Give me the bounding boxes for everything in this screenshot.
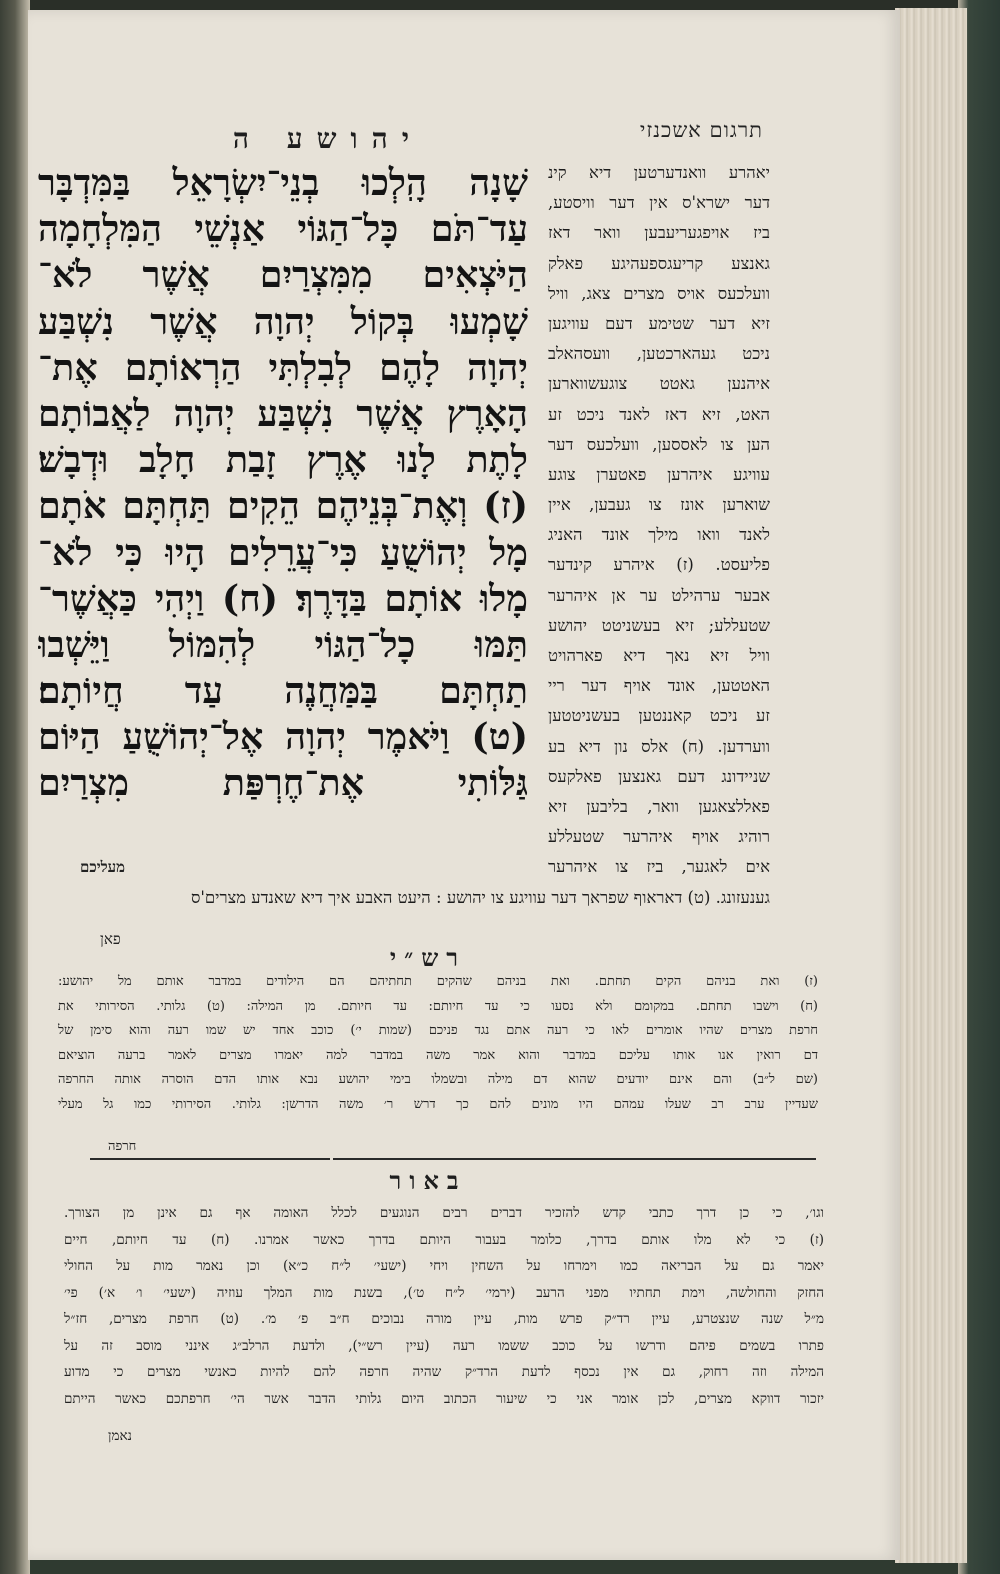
biur-line: החזק והחולשה, וימת תחתיו מפני הרעב (ירמי׳ ל״ח ט׳), בשנת מות המלך עוזיה (ישעי׳ ו׳ א׳) פי׳ — [64, 1284, 824, 1301]
translation-line: עוויגע איהרען פאטערן צוגע — [548, 464, 770, 484]
scripture-line: עַד־תֹּם כָּל־הַגּוֹי אַנְשֵׁי הַמִּלְחָמָה — [38, 207, 528, 251]
scripture-line: (ז) וְאֶת־בְּנֵיהֶם הֵקִים תַּחְתָּם אֹתָם — [38, 484, 528, 528]
section-divider-rule — [90, 1158, 816, 1160]
scan-background-top — [0, 0, 1000, 10]
scripture-line: תַחְתָּם בַּמַּחֲנֶה עַד חֲיוֹתָם׃ — [38, 669, 528, 713]
rashi-line: חרפת מצרים שהיו אומרים לאו כי רעה אתם נגד פניכם (שמות י׳) כוכב אחד יש שמו רעה והוא סימן של — [58, 1023, 818, 1038]
translation-line: לאנד וואו מילך אונד האניג — [548, 525, 770, 545]
rashi-section-title: רש״י — [389, 943, 467, 972]
main-scripture-text — [38, 160, 528, 807]
scripture-line: שָׁנָה הָֽלְכוּ בְנֵי־יִשְׂרָאֵל בַּמִּדְבָּר — [38, 161, 528, 204]
page-edges-stack — [895, 8, 967, 1563]
translation-line: ביז אויפגעריעבען וואר דאז — [548, 223, 770, 243]
translation-line: גאנצע קריעגספעהיגע פאלק — [548, 253, 770, 273]
biur-line: וגו׳, כי כן דרך כתבי קדש להזכיר דברים רבים הנוגעים לכלל האומה אף גם אינן מן הצורך. — [64, 1205, 824, 1221]
scripture-line: מָל יְהוֹשֻׁעַ כִּי־עֲרֵלִים הָיוּ כִּי לֹא־ — [38, 530, 528, 574]
scripture-line: גַּלּוֹתִי אֶת־חֶרְפַּת מִצְרַיִם — [38, 761, 528, 805]
biur-line: (ז) כי לא מלו אותם בדרך, כלומר בעבור היותם בדרך כאשר אמרנו. (ח) עד חיותם, חיים — [64, 1231, 824, 1248]
translation-line: זע ניכט קאננטען בעשניטטען — [548, 706, 770, 726]
translation-line: ווערדען. (ח) אלס נון דיא בע — [548, 736, 770, 756]
scripture-line: הַיֹּצְאִים מִמִּצְרַיִם אֲשֶׁר לֹא־ — [38, 253, 528, 297]
scripture-line: לָתֶת לָנוּ אֶרֶץ זָבַת חָלָב וּדְבָשׁ׃ — [38, 438, 528, 482]
scripture-line: שָׁמְעוּ בְּקוֹל יְהוָה אֲשֶׁר נִשְׁבַּע — [38, 299, 528, 343]
biur-line: פתרו בשמים פיהם ודרשו על כוכב ששמו רעה (עיין רש״י), ולדעת הרלב״ג אינני מוסב זה על — [64, 1337, 824, 1354]
catchword-translation: פאן — [100, 930, 121, 948]
scripture-line: תַּמּוּ כָל־הַגּוֹי לְהִמּוֹל וַיֵּשְׁבוּ — [38, 622, 528, 666]
translation-line: איהנען גאטט צוגעשווארען — [548, 374, 770, 394]
scripture-line: יְהוָה לָהֶם לְבִלְתִּי הַרְאוֹתָם אֶת־ — [38, 345, 528, 389]
translation-continuation-line: גענעזונג. (ט) דאראוף שפראך דער עוויגע צו יהושע : היעט האבע איך דיא שאנדע מצרים'ס — [190, 888, 770, 907]
translation-line: הען צו לאססען, וועלכעס דער — [548, 434, 770, 454]
scripture-line: (ט) וַיֹּאמֶר יְהוָה אֶל־יְהוֹשֻׁעַ הַיּוֹם — [38, 715, 528, 759]
catchword-rashi: חרפה — [108, 1139, 137, 1154]
translation-line: פליעסט. (ז) איהרע קינדער — [548, 555, 770, 575]
translation-line: יאהרע וואנדערטען דיא קינ — [548, 163, 770, 182]
rashi-line: (ח) וישבו תחתם. במקומם ולא נסעו כי עד חיותם: עד חיותם. מן המילה: (ט) גלותי. הסירותי את — [58, 998, 818, 1014]
translation-line: שטעללע; זיא בעשניטט יהושע — [548, 615, 770, 635]
translation-line: ניכט געהארכטען, וועסהאלב — [548, 344, 770, 364]
translation-line: שניידונג דעם גאנצען פאלקעס — [548, 766, 770, 786]
translation-line: רוהיג אויף איהרער שטעללע — [548, 827, 770, 847]
translation-line: דער ישרא'ס אין דער וויסטע, — [548, 193, 770, 213]
translation-line: האטטען, אונד אויף דער ריי — [548, 676, 770, 696]
biur-line: המילה וזה רחוק, גם אין נכסף לדעת הרד״ק שהיה חרפה להם להיות כאנשי מצרים כי מדוע — [64, 1364, 824, 1380]
translation-line: זיא דער שטימע דעם עוויגען — [548, 313, 770, 333]
catchword-main-text: מעליכם — [80, 858, 126, 876]
biur-line: מ״ל שנה שנצטרע, עיין רד״ק פרש מות, עיין מורה נבוכים ח״ב פ׳ מ׳. (ט) חרפת מצרים, חז״ל — [64, 1311, 824, 1327]
scripture-line: הָאָרֶץ אֲשֶׁר נִשְׁבַּע יְהוָה לַאֲבוֹתָם — [38, 391, 528, 435]
book-page — [28, 10, 900, 1560]
rashi-line: דם רואין אנו אותו עליכם במדבר והוא אמר משה במדבר למה יאמרו מצרים לאמר ברעה הוציאם — [58, 1047, 818, 1063]
biur-line: יזכור דווקא מצרים, לכן אומר אני כי שיעור הכתוב היום גלותי הדבר אשר הי׳ חרפתכם כאשר הייתם — [64, 1390, 824, 1407]
translation-line: פאללצאגען וואר, בליבען זיא — [548, 796, 770, 816]
translation-line: וועלכעס אויס מצרים צאג, וויל — [548, 283, 770, 303]
biur-line: יאמר גם על הבריאה כמו וימרחו על השחין ויחי (ישעי׳ ל״ח כ״א) וכן נאמר מות על החולי — [64, 1258, 824, 1274]
translation-line: אים לאגער, ביז צו איהרער — [548, 857, 770, 877]
book-spine-left — [0, 0, 30, 1574]
translation-column-header: תרגום אשכנזי — [639, 118, 763, 142]
rashi-line: שעדיין ערב רב שעלו עמהם היו מונים להם כך דרש ר׳ משה הדרשן: גלותי. הסירותי כמו גל מעלי — [58, 1096, 818, 1112]
catchword-biur: נאמן — [108, 1428, 132, 1444]
rashi-line: (ז) ואת בניהם הקים תחתם. ואת בניהם שהקים תחתיהם הם הילודים במדבר אותם מל יהושע: — [58, 974, 818, 989]
yiddish-translation-column — [548, 158, 770, 883]
rashi-commentary — [58, 970, 818, 1117]
translation-line: שוארען אונז צו געבען, איין — [548, 495, 770, 515]
translation-line: האט, זיא דאז לאנד ניכט זע — [548, 404, 770, 424]
scripture-line: מָלוּ אוֹתָם בַּדָּרֶךְ׃ (ח) וַיְהִי כַּאֲשֶׁר־ — [38, 576, 528, 620]
rashi-line: (שם ל״ב) והם אינם יודעים שהוא דם מילה ובשמלו בימי יהושע נבא אותו הדם הוסרה אותה החרפה — [58, 1072, 818, 1087]
biur-commentary — [64, 1200, 824, 1412]
translation-line: אבער ערהילט ער אן איהרער — [548, 585, 770, 605]
biur-section-title: באור — [389, 1166, 467, 1195]
translation-line: וויל זיא נאך דיא פארהויט — [548, 646, 770, 665]
running-head-book-chapter: יהושע ה — [232, 122, 424, 155]
